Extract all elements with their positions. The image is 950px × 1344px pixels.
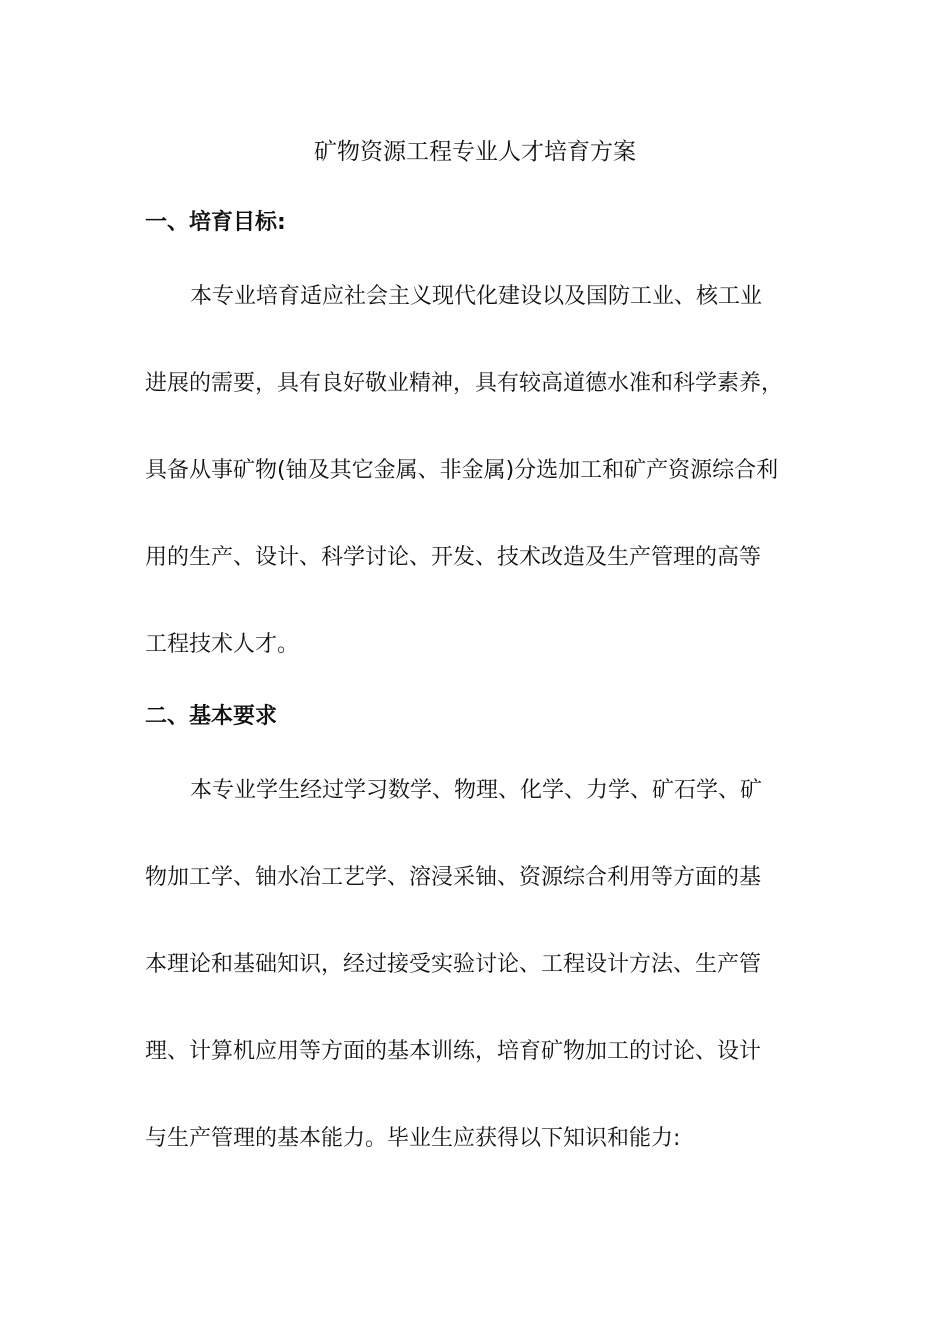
section-2-line-5: 与生产管理的基本能力。毕业生应获得以下知识和能力:: [145, 1126, 681, 1151]
section-1-heading: 一、培育目标:: [145, 210, 286, 235]
section-1-line-3: 具备从事矿物(铀及其它金属、非金属)分选加工和矿产资源综合利: [145, 458, 779, 483]
section-2-line-1: 本专业学生经过学习数学、物理、化学、力学、矿石学、矿: [190, 778, 763, 803]
document-title: 矿物资源工程专业人才培育方案: [314, 139, 636, 165]
section-2-line-2: 物加工学、铀水冶工艺学、溶浸采铀、资源综合利用等方面的基: [145, 865, 762, 890]
section-1-line-2: 进展的需要，具有良好敬业精神，具有较高道德水准和科学素养，: [145, 371, 784, 396]
section-2-line-3: 本理论和基础知识，经过接受实验讨论、工程设计方法、生产管: [145, 952, 762, 977]
section-1-line-1: 本专业培育适应社会主义现代化建设以及国防工业、核工业: [190, 284, 763, 309]
section-2-line-4: 理、计算机应用等方面的基本训练，培育矿物加工的讨论、设计: [145, 1039, 762, 1064]
section-1-line-4: 用的生产、设计、科学讨论、开发、技术改造及生产管理的高等: [145, 545, 762, 570]
section-1-line-5: 工程技术人才。: [145, 632, 300, 657]
section-2-heading: 二、基本要求: [145, 704, 278, 729]
